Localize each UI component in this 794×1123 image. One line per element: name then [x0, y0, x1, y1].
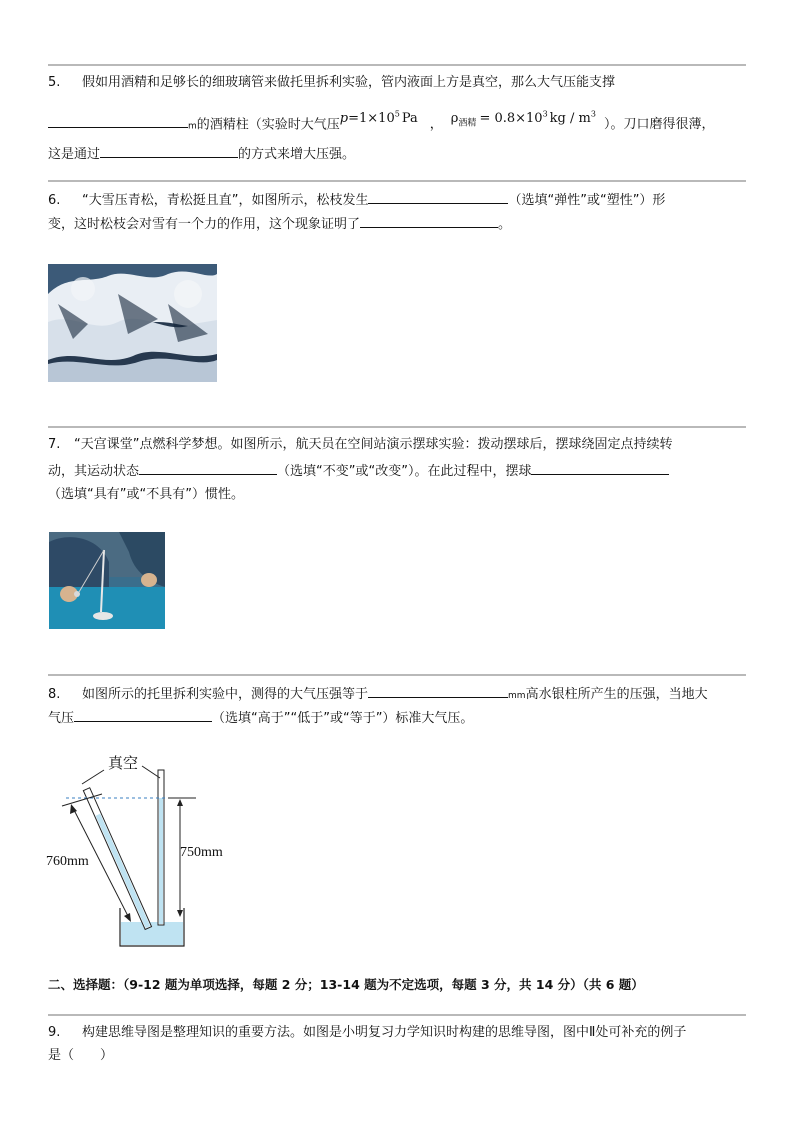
q9-line1 — [48, 1024, 686, 1042]
q8-answer-blank-2[interactable] — [74, 708, 212, 722]
q8-line1 — [48, 684, 708, 705]
q6-text-line2-a: 变，这时松枝会对雪有一个力的作用，这个现象证明了 — [48, 217, 361, 232]
q5-number: 5. — [48, 75, 61, 90]
q7-text-line2-a: 动，其运动状态 — [48, 464, 140, 479]
q7-text-line3: （选填“具有”或“不具有”）惯性。 — [48, 487, 244, 502]
q7-text-line1: “天宫课堂”点燃科学梦想。如图所示，航天员在空间站演示摆球实验：拨动摆球后，摆球绕固定点持续转 — [74, 437, 673, 452]
q5-answer-blank-2[interactable] — [100, 144, 238, 158]
q8-text-line2-b: （选填“高于”“低于”或“等于”）标准大气压。 — [212, 711, 474, 726]
q5-line2 — [48, 112, 714, 139]
q7-text-line2-b: （选填“不变”或“改变”）。在此过程中，摆球 — [277, 464, 532, 479]
q9-text-line1: 构建思维导图是整理知识的重要方法。如图是小明复习力学知识时构建的思维导图，图中Ⅱ处可补充的例子 — [82, 1025, 687, 1040]
left-height-label: 760mm — [46, 854, 89, 869]
separator-rule — [48, 64, 746, 66]
q8-text-line1-b: 高水银柱所产生的压强，当地大 — [525, 687, 708, 702]
q5-text-line1: 假如用酒精和足够长的细玻璃管来做托里拆利实验，管内液面上方是真空，那么大气压能支撑 — [82, 75, 616, 90]
q7-answer-blank-1[interactable] — [139, 461, 277, 475]
q5-comma: ， — [429, 117, 443, 133]
q9-line2 — [48, 1047, 113, 1065]
q5-line3 — [48, 144, 355, 164]
separator-rule — [48, 180, 746, 182]
q5-pressure-formula: $p=1\times 10^5$ Pa — [339, 110, 418, 127]
q8-text-line1-a: 如图所示的托里拆利实验中，测得的大气压强等于 — [82, 687, 369, 702]
torricelli-diagram — [44, 748, 244, 953]
q6-line2 — [48, 214, 511, 234]
q6-line1 — [48, 190, 665, 210]
q6-text-line2-b: 。 — [498, 217, 512, 232]
q7-answer-blank-2[interactable] — [531, 461, 669, 475]
q7-line2 — [48, 461, 669, 481]
q5-unit-m: m — [188, 121, 197, 132]
section2-heading: 二、选择题：（9-12 题为单项选择，每题 2 分；13-14 题为不定选项，每题 3 分，共 14 分）（共 6 题） — [48, 977, 644, 992]
q8-text-line2-a: 气压 — [48, 711, 75, 726]
q5-text-line3-a: 这是通过 — [48, 147, 101, 162]
astronaut-pendulum-photo — [49, 532, 165, 629]
q7-line3 — [48, 486, 244, 504]
q5-line1 — [48, 74, 615, 92]
q5-text-line2-end: ）。刀口磨得很薄， — [603, 117, 715, 133]
q6-answer-blank-1[interactable] — [368, 190, 508, 204]
q8-answer-blank-1[interactable] — [368, 684, 508, 698]
q9-number: 9. — [48, 1025, 61, 1040]
q8-unit-mm: mm — [508, 691, 526, 701]
separator-rule — [48, 426, 746, 428]
q7-line1 — [48, 436, 672, 454]
q7-number: 7. — [48, 437, 61, 452]
q9-text-line2: 是（ ） — [48, 1048, 114, 1063]
q5-answer-blank-1[interactable] — [48, 114, 188, 128]
q5-text-line2-mid: 的酒精柱（实验时大气压 — [196, 117, 340, 133]
q5-density-formula: $\rho_{酒精} = 0.8\times 10^3$ kg / $m^3$ — [450, 110, 596, 129]
right-height-label: 750mm — [180, 845, 223, 860]
q8-line2 — [48, 708, 473, 728]
q5-text-line3-b: 的方式来增大压强。 — [238, 147, 356, 162]
q6-number: 6. — [48, 193, 61, 208]
q6-text-line1-b: （选填“弹性”或“塑性”）形 — [508, 193, 666, 208]
separator-rule — [48, 1014, 746, 1016]
q8-number: 8. — [48, 687, 61, 702]
q6-answer-blank-2[interactable] — [360, 214, 498, 228]
vacuum-label: 真空 — [108, 754, 139, 772]
snowy-pine-photo — [48, 264, 217, 382]
q6-text-line1-a: “大雪压青松，青松挺且直”，如图所示，松枝发生 — [82, 193, 369, 208]
separator-rule — [48, 674, 746, 676]
